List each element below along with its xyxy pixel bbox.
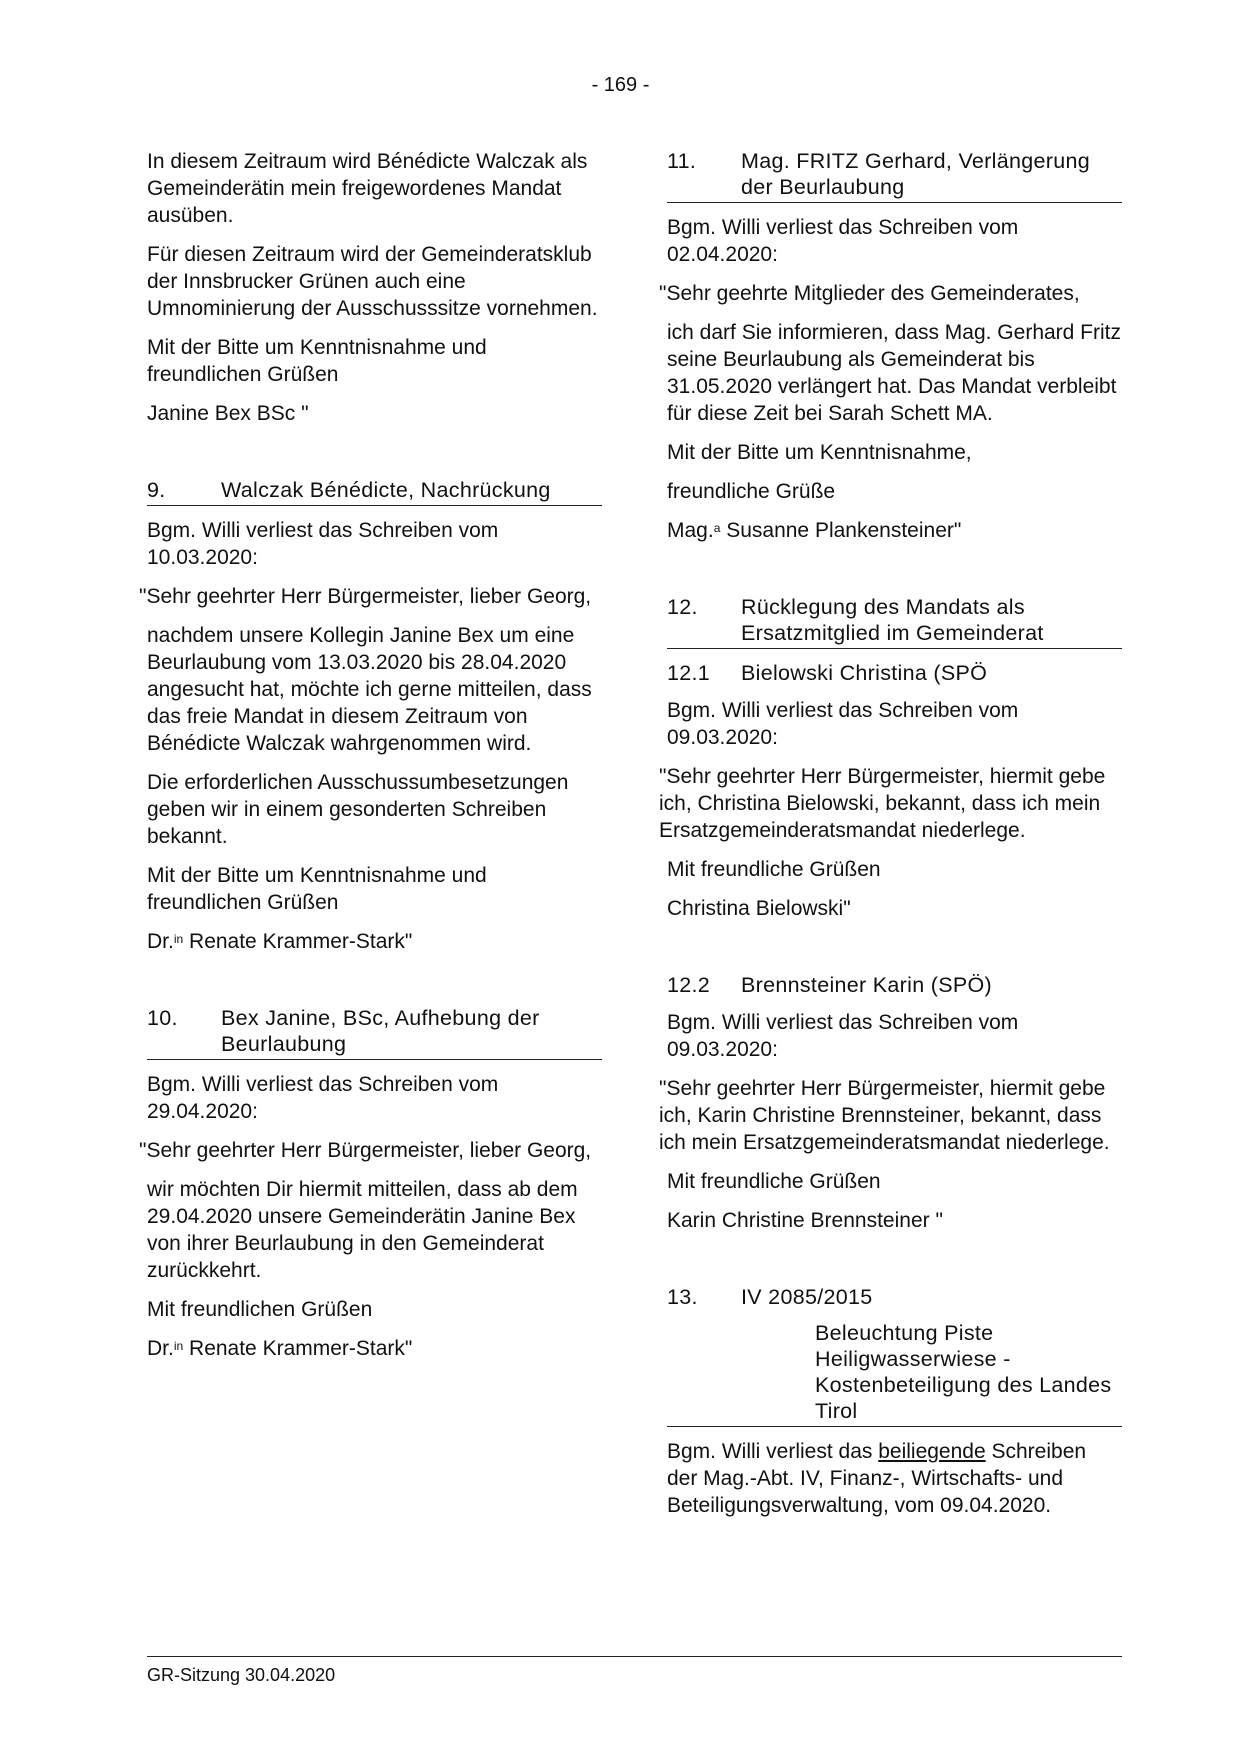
s10-signature: Dr.$^{in}$ Renate Krammer-Stark"	[147, 1337, 413, 1360]
section-10-heading	[147, 1005, 602, 1060]
section-number: 9.	[147, 478, 166, 502]
s121-paragraph-3: Mit freundliche Grüßen	[667, 858, 881, 881]
footer-divider	[147, 1656, 1122, 1657]
section-number: 12.	[667, 595, 698, 619]
section-title: Walczak Bénédicte, Nachrückung	[221, 478, 551, 502]
section-number: 12.1	[667, 661, 711, 685]
s9-paragraph-1: Bgm. Willi verliest das Schreiben vom 10.03.2020:	[147, 519, 499, 569]
s121-paragraph-1: Bgm. Willi verliest das Schreiben vom 09.03.2020:	[667, 699, 1019, 749]
section-12-2-heading	[667, 972, 1122, 1000]
s122-signature: Karin Christine Brennsteiner "	[667, 1209, 943, 1232]
section-title: Brennsteiner Karin (SPÖ)	[741, 973, 992, 997]
section-number: 11.	[667, 149, 697, 173]
s11-signature: Mag.$^a$ Susanne Plankensteiner"	[667, 519, 962, 542]
section-12-heading	[667, 594, 1122, 649]
section-11-heading	[667, 148, 1122, 203]
s11-salutation: "Sehr geehrte Mitglieder des Gemeinderates,	[659, 282, 1080, 305]
s9-paragraph-3: nachdem unsere Kollegin Janine Bex um eine Beurlaubung vom 13.03.2020 bis 28.04.2020 angesucht hat, möchte ich gerne mitteilen, dass das freie Mandat in diesem Zeitraum von Bénédicte Walczak wahrgenommen wird.	[147, 624, 592, 755]
section-title: IV 2085/2015	[741, 1285, 873, 1309]
section-number: 12.2	[667, 973, 711, 997]
section-title: Mag. FRITZ Gerhard, Verlängerung der Beurlaubung	[741, 149, 1090, 199]
s9-salutation: "Sehr geehrter Herr Bürgermeister, lieber Georg,	[139, 585, 592, 608]
s122-paragraph-2: "Sehr geehrter Herr Bürgermeister, hiermit gebe ich, Karin Christine Brennsteiner, bekannt, dass ich mein Ersatzgemeinderatsmandat niederlege.	[659, 1077, 1110, 1154]
s121-paragraph-2: "Sehr geehrter Herr Bürgermeister, hiermit gebe ich, Christina Bielowski, bekannt, dass ich mein Ersatzgemeinderatsmandat niederlege.	[659, 765, 1106, 842]
s11-paragraph-5: freundliche Grüße	[667, 480, 836, 503]
s10-paragraph-4: Mit freundlichen Grüßen	[147, 1298, 373, 1321]
section-12-1-heading	[667, 660, 1122, 688]
section-title: Bex Janine, BSc, Aufhebung der Beurlaubung	[221, 1006, 540, 1056]
section-9-heading	[147, 477, 602, 506]
section-number: 13.	[667, 1285, 698, 1309]
s122-paragraph-1: Bgm. Willi verliest das Schreiben vom 09.03.2020:	[667, 1011, 1019, 1061]
intro-paragraph-1: In diesem Zeitraum wird Bénédicte Walczak als Gemeinderätin mein freigewordenes Mandat ausüben.	[147, 150, 588, 227]
right-column	[659, 148, 1122, 1531]
intro-paragraph-2: Für diesen Zeitraum wird der Gemeinderatsklub der Innsbrucker Grünen auch eine Umnominierung der Ausschusssitze vornehmen.	[147, 243, 598, 320]
section-number: 10.	[147, 1006, 178, 1030]
intro-signature: Janine Bex BSc "	[147, 402, 309, 425]
s9-signature: Dr.$^{in}$ Renate Krammer-Stark"	[147, 930, 413, 953]
s13-paragraph-1: Bgm. Willi verliest das beiliegende Schreiben der Mag.-Abt. IV, Finanz-, Wirtschafts- und Beteiligungsverwaltung, vom 09.04.2020.	[667, 1440, 1087, 1517]
left-column	[139, 148, 602, 1374]
s10-paragraph-3: wir möchten Dir hiermit mitteilen, dass ab dem 29.04.2020 unsere Gemeinderätin Janine Bex von ihrer Beurlaubung in den Gemeinderat zurückkehrt.	[147, 1178, 578, 1282]
section-13-subject: Beleuchtung Piste Heiligwasserwiese - Kostenbeteiligung des Landes Tirol	[667, 1320, 1122, 1427]
s122-paragraph-3: Mit freundliche Grüßen	[667, 1170, 881, 1193]
s9-paragraph-5: Mit der Bitte um Kenntnisnahme und freundlichen Grüßen	[147, 864, 487, 914]
s10-paragraph-1: Bgm. Willi verliest das Schreiben vom 29.04.2020:	[147, 1073, 499, 1123]
s9-paragraph-4: Die erforderlichen Ausschussumbesetzungen geben wir in einem gesonderten Schreiben bekannt.	[147, 771, 569, 848]
footer-text: GR-Sitzung 30.04.2020	[147, 1665, 336, 1685]
s11-paragraph-3: ich darf Sie informieren, dass Mag. Gerhard Fritz seine Beurlaubung als Gemeinderat bis 31.05.2020 verlängert hat. Das Mandat verbleibt für diese Zeit bei Sarah Schett MA.	[667, 321, 1122, 425]
section-title: Bielowski Christina (SPÖ	[741, 661, 988, 685]
intro-paragraph-3: Mit der Bitte um Kenntnisnahme und freundlichen Grüßen	[147, 336, 487, 386]
s10-salutation: "Sehr geehrter Herr Bürgermeister, lieber Georg,	[139, 1139, 592, 1162]
s11-paragraph-4: Mit der Bitte um Kenntnisnahme,	[667, 441, 972, 464]
section-13-subject-wrap	[667, 1320, 1122, 1427]
page-number: - 169 -	[591, 74, 650, 96]
s11-paragraph-1: Bgm. Willi verliest das Schreiben vom 02.04.2020:	[667, 216, 1019, 266]
underlined-word: beiliegende	[878, 1440, 986, 1463]
section-13-heading	[667, 1284, 1122, 1312]
section-title: Rücklegung des Mandats als Ersatzmitglied im Gemeinderat	[741, 595, 1044, 645]
s121-signature: Christina Bielowski"	[667, 897, 851, 920]
